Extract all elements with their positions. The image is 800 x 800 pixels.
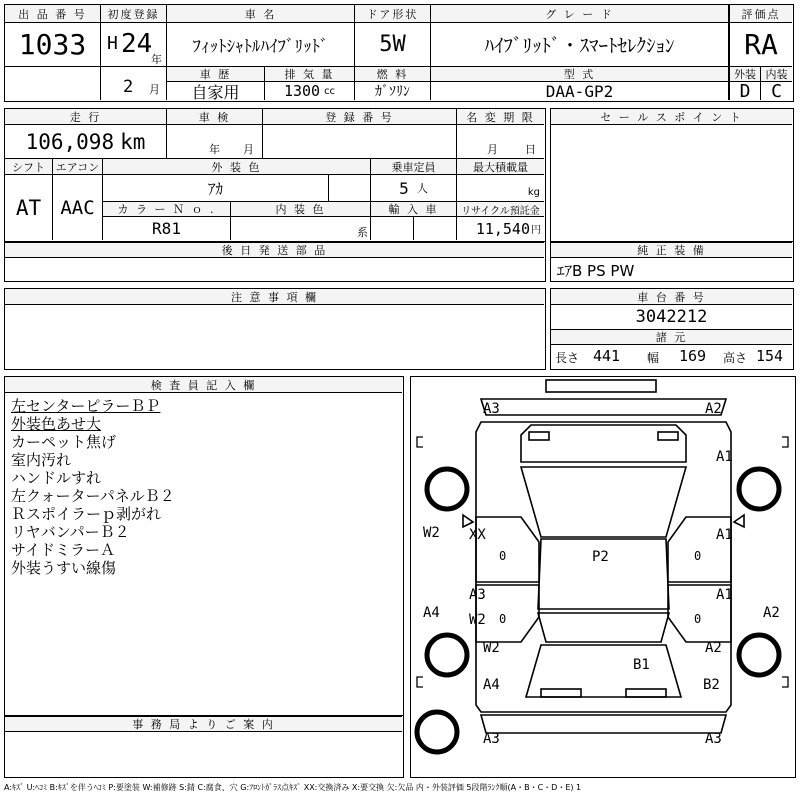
headlight-l-shape — [529, 432, 549, 440]
exterior-header: 外装 — [729, 67, 761, 82]
car-name-header: 車 名 — [167, 5, 355, 23]
interior-header: 内装 — [761, 67, 792, 82]
shift-value: AT — [5, 175, 53, 240]
chassis-box — [550, 288, 794, 370]
mark-quarter-r: A2 — [763, 605, 780, 621]
history-header: 車 歴 — [167, 67, 265, 82]
mark-door-fl: XX — [469, 527, 486, 543]
equipment-header: 純 正 装 備 — [551, 242, 792, 258]
score-value: RA — [729, 23, 792, 67]
later-parts-box — [4, 242, 546, 282]
reg-no-header: 登 録 番 号 — [263, 109, 457, 125]
shift-header: シフト — [5, 159, 53, 175]
note-line: リヤバンパーＢ２ — [11, 523, 130, 541]
mark-door-fl-outer: W2 — [423, 525, 440, 541]
windshield-shape — [521, 467, 686, 537]
mark-pillar-l2: W2 — [469, 612, 486, 628]
first-reg-month-cell — [101, 67, 167, 100]
mark-fender-r: A1 — [716, 449, 733, 465]
exterior-value: D — [729, 82, 761, 100]
model-code-header: 型 式 — [431, 67, 729, 82]
wheel-rl-shape — [427, 635, 467, 675]
sales-points-header: セ ー ル ス ポ イ ン ト — [551, 109, 792, 125]
first-reg-year-cell — [101, 23, 167, 67]
note-line: 外装色あせ大 — [11, 415, 102, 433]
recycle-unit: 円 — [531, 225, 541, 236]
bracket-right-front-shape — [782, 437, 788, 447]
mark-zero: 0 — [694, 549, 702, 563]
history-value: 自家用 — [167, 82, 265, 100]
first-reg-header: 初度登録 — [101, 5, 167, 23]
int-color-unit: 系 — [357, 225, 368, 239]
reg-no-value — [263, 125, 457, 159]
width-value: 169 — [679, 347, 707, 365]
mark-rear-bumper-l: A3 — [483, 731, 500, 747]
inspector-notes-header: 検 査 員 記 入 欄 — [5, 377, 402, 393]
mark-front-bumper-l: A3 — [483, 401, 500, 417]
note-line: 外装うすい線傷 — [11, 559, 117, 577]
mark-tail-l: A4 — [483, 677, 500, 693]
color-no-value: R81 — [103, 217, 231, 240]
note-line: 左クォーターパネルＢ２ — [11, 487, 175, 505]
detail-box — [4, 108, 546, 242]
spare-wheel-shape — [417, 712, 457, 752]
office-notice-header: 事 務 局 よ り ご 案 内 — [5, 716, 402, 732]
import-header: 輸 入 車 — [371, 202, 457, 217]
capacity-cell — [371, 175, 457, 202]
mark-rear-r: A2 — [705, 640, 722, 656]
note-line: ハンドルすれ — [11, 469, 102, 487]
month-value: 2 — [123, 77, 134, 97]
chassis-no-value: 3042212 — [551, 305, 792, 330]
length-label: 長さ — [555, 351, 580, 365]
mark-rear-bumper-r: A3 — [705, 731, 722, 747]
tail-lamp-l-shape — [541, 689, 581, 697]
int-color-header: 内 装 色 — [231, 202, 371, 217]
era-value: H — [107, 33, 118, 54]
hood-shape — [521, 425, 686, 462]
year-value: 24 — [121, 29, 153, 59]
fuel-header: 燃 料 — [355, 67, 431, 82]
import-cell-b — [414, 217, 457, 240]
bracket-left-rear-shape — [417, 677, 423, 687]
fuel-value: ｶﾞｿﾘﾝ — [355, 82, 431, 100]
mark-zero: 0 — [499, 612, 507, 626]
mark-pillar-l: A3 — [469, 587, 486, 603]
mark-door-fr: A1 — [716, 527, 733, 543]
note-line: サイドミラーＡ — [11, 541, 115, 559]
displacement-cell — [265, 82, 355, 100]
inspector-notes-box — [4, 376, 404, 716]
inspection-header: 車 検 — [167, 109, 263, 125]
chassis-no-header: 車 台 番 号 — [551, 289, 792, 305]
equipment-box — [550, 242, 794, 282]
mark-door-rl-outer: A4 — [423, 605, 440, 621]
damage-legend: A:ｷｽﾞ U:ﾍｺﾐ B:ｷｽﾞを伴うﾍｺﾐ P:要塗装 W:補修跡 S:錆 C:腐食、穴 G:ﾌﾛﾝﾄｶﾞﾗｽ点ｷｽﾞ XX:交換済み X:要交換 欠:欠品 内・外装評価 5段階ﾗﾝｸ順(A・B・C・D・E) 1 — [4, 783, 582, 792]
recycle-cell — [457, 217, 544, 240]
width-label: 幅 — [647, 351, 660, 365]
recycle-header: リサイクル預託金 — [457, 202, 544, 217]
ext-color-value: ｱｶ — [103, 175, 329, 202]
ext-color-header: 外 装 色 — [103, 159, 371, 175]
mark-tail-r: B2 — [703, 677, 720, 693]
door-value: 5W — [355, 23, 431, 67]
name-change-day-unit: 日 — [525, 143, 536, 156]
mark-zero: 0 — [694, 612, 702, 626]
interior-value: C — [771, 82, 782, 100]
mirror-r-shape — [734, 515, 744, 527]
damage-diagram — [410, 376, 796, 778]
vehicle-info-box — [4, 4, 794, 102]
equipment-value: ｴｱB PS PW — [557, 262, 635, 280]
year-unit: 年 — [151, 53, 162, 66]
mirror-l-shape — [463, 515, 473, 527]
tail-lamp-r-shape — [626, 689, 666, 697]
headlight-r-shape — [658, 432, 678, 440]
dimensions-header: 諸 元 — [551, 330, 792, 345]
door-header: ドア形状 — [355, 5, 431, 23]
note-line: 室内汚れ — [11, 451, 72, 469]
mileage-header: 走 行 — [5, 109, 167, 125]
height-value: 154 — [756, 347, 784, 365]
front-bumper-shape — [481, 399, 726, 415]
note-line: カーペット焦げ — [11, 433, 117, 451]
displacement-unit: cc — [324, 85, 336, 97]
displacement-value: 1300 — [283, 82, 321, 100]
mark-trunk: B1 — [633, 657, 650, 673]
mark-front-bumper-r: A2 — [705, 401, 722, 417]
aircon-header: エアコン — [53, 159, 103, 175]
max-load-cell — [457, 175, 544, 202]
office-notice-box — [4, 716, 404, 778]
lot-no-value: 1033 — [5, 23, 101, 67]
caution-header: 注 意 事 項 欄 — [5, 289, 544, 305]
rear-bumper-shape — [481, 715, 726, 733]
max-load-unit: kg — [527, 186, 540, 198]
ext-color-extra — [329, 175, 371, 202]
height-label: 高さ — [723, 351, 748, 365]
mileage-value: 106,098 — [25, 129, 115, 154]
grade-value: ﾊｲﾌﾞﾘｯﾄﾞ・ｽﾏｰﾄｾﾚｸｼｮﾝ — [431, 23, 729, 67]
length-value: 441 — [593, 347, 621, 365]
wheel-rr-shape — [739, 635, 779, 675]
mark-rear-l: W2 — [483, 640, 500, 656]
body-outline-shape — [476, 422, 731, 712]
capacity-header: 乗車定員 — [371, 159, 457, 175]
sales-points-box — [550, 108, 794, 242]
capacity-unit: 人 — [416, 182, 428, 195]
car-name-value: ﾌｨｯﾄｼｬﾄﾙﾊｲﾌﾞﾘｯﾄﾞ — [167, 23, 355, 67]
later-parts-header: 後 日 発 送 部 品 — [5, 242, 544, 258]
front-grille-shape — [546, 380, 656, 392]
wheel-fl-shape — [427, 469, 467, 509]
mark-door-rr: A1 — [716, 587, 733, 603]
displacement-header: 排 気 量 — [265, 67, 355, 82]
inspection-month-unit: 月 — [243, 143, 254, 156]
int-color-cell — [231, 217, 371, 240]
car-outline-diagram — [411, 377, 794, 776]
bracket-left-front-shape — [417, 437, 423, 447]
name-change-month-unit: 月 — [487, 143, 498, 156]
mark-roof: P2 — [592, 549, 609, 565]
recycle-value: 11,540 — [475, 219, 530, 238]
lot-no-header: 出 品 番 号 — [5, 5, 101, 23]
lot-no-blank — [5, 67, 101, 100]
mark-zero: 0 — [499, 549, 507, 563]
caution-box — [4, 288, 546, 370]
inspection-year-unit: 年 — [209, 143, 220, 156]
mileage-cell — [5, 125, 167, 159]
import-cell-a — [371, 217, 414, 240]
score-header: 評価点 — [729, 5, 792, 23]
inspection-cell — [167, 125, 263, 159]
grade-header: グ レ ー ド — [431, 5, 729, 23]
bracket-right-rear-shape — [782, 677, 788, 687]
model-code-value: DAA-GP2 — [431, 82, 729, 100]
note-line: 左センターピラーＢＰ — [11, 397, 161, 415]
aircon-value: AAC — [53, 175, 103, 240]
max-load-header: 最大積載量 — [457, 159, 544, 175]
name-change-header: 名 変 期 限 — [457, 109, 544, 125]
dimensions-row — [551, 345, 792, 368]
color-no-header: カ ラ ー Ｎ ｏ . — [103, 202, 231, 217]
note-line: Ｒスポイラーｐ剥がれ — [11, 505, 162, 523]
rear-window-shape — [538, 613, 669, 642]
name-change-cell — [457, 125, 544, 159]
month-unit: 月 — [149, 83, 160, 96]
mileage-unit: km — [120, 129, 146, 154]
inspector-notes-list — [11, 397, 175, 577]
capacity-value: 5 — [399, 178, 409, 198]
wheel-fr-shape — [739, 469, 779, 509]
